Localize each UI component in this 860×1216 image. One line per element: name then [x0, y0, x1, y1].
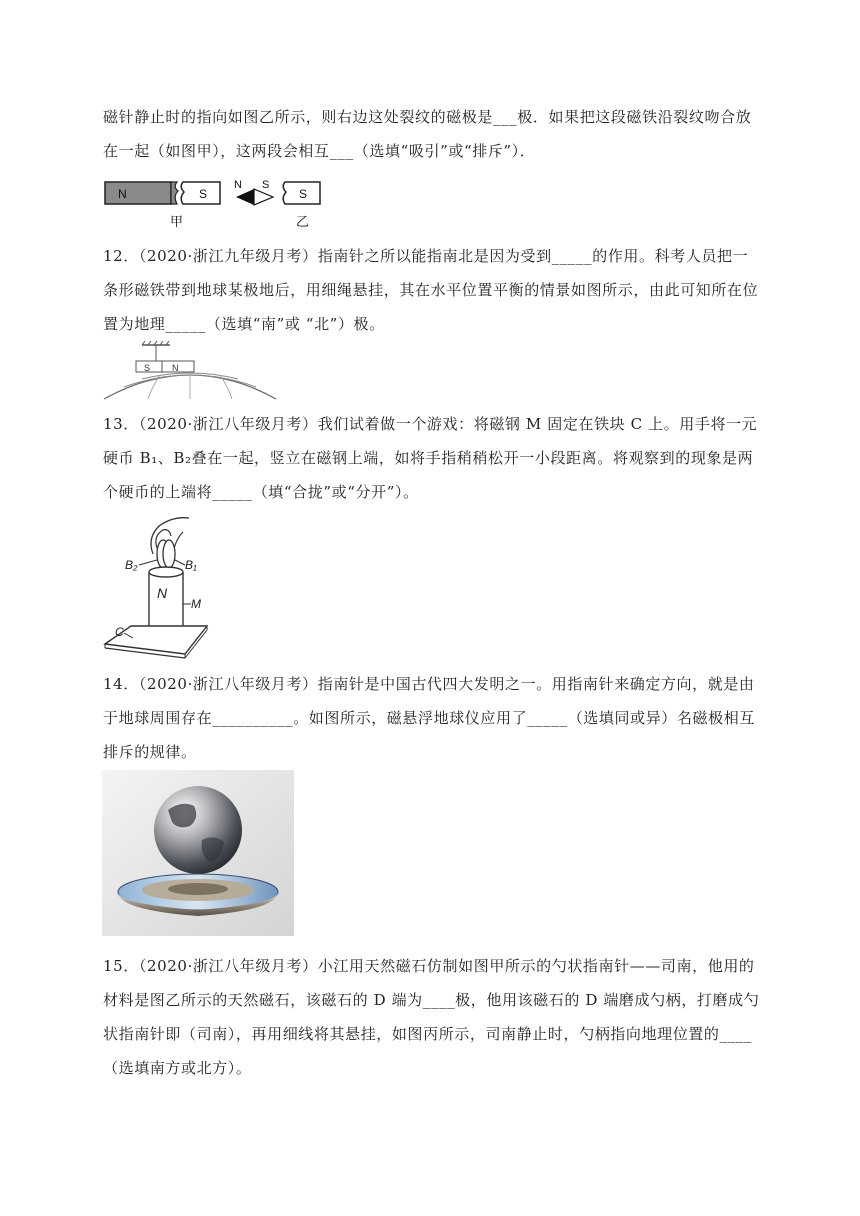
coin-b1	[163, 540, 175, 568]
needle-n-label: N	[234, 179, 242, 191]
compass-needle-light	[254, 189, 273, 205]
label-n: N	[118, 187, 127, 201]
figure-q12-suspended-magnet	[102, 341, 278, 403]
figure-q14-maglev-globe	[102, 770, 294, 936]
question-12-text: 12．（2020·浙江九年级月考）指南针之所以能指南北是因为受到_____的作用。科考人员把一条形磁铁带到地球某极地后，用细绳悬挂，其在水平位置平衡的情景如图所示，由此可知所在位置为地理_____（选填“南”或 “北”）极。	[103, 247, 759, 333]
magnet-n-half	[105, 182, 171, 204]
label-s: S	[199, 187, 208, 201]
question-14-text: 14．（2020·浙江八年级月考）指南针是中国古代四大发明之一。用指南针来确定方向，就是由于地球周围存在__________。如图所示，磁悬浮地球仪应用了_____（选填同或异）名磁极相互排斥的规律。	[103, 675, 755, 761]
label-b2: B₂	[125, 558, 138, 572]
question-11-text: 磁针静止时的指向如图乙所示，则右边这处裂纹的磁极是___极．如果把这段磁铁沿裂纹吻合放在一起（如图甲），这两段会相互___（选填“吸引”或“排斥”）．	[103, 108, 752, 160]
magnet-label-s: S	[144, 363, 151, 373]
label-s-yi: S	[299, 187, 308, 201]
compass-needle-dark	[236, 189, 254, 205]
label-n-pole: N	[157, 585, 168, 601]
needle-s-label: S	[262, 179, 270, 191]
figure-q11-magnets	[104, 174, 344, 230]
label-jia: 甲	[170, 214, 184, 229]
magnet-label-n: N	[172, 363, 179, 373]
question-15-text: 15．（2020·浙江八年级月考）小江用天然磁石仿制如图甲所示的勺状指南针——司南，他用的材料是图乙所示的天然磁石，该磁石的 D 端为____极，他用该磁石的 D 端磨成勺柄，打磨成勺状指南针即（司南），再用细线将其悬挂，如图丙所示，司南静止时，勺柄指向地理位置的____（选填南方或北方）。	[103, 957, 760, 1077]
label-m: M	[191, 597, 201, 611]
label-yi: 乙	[296, 214, 310, 229]
globe	[154, 786, 242, 874]
question-13-text: 13．（2020·浙江八年级月考）我们试着做一个游戏：将磁钢 M 固定在铁块 C 上。用手将一元硬币 B₁、B₂叠在一起，竖立在磁钢上端，如将手指稍稍松开一小段距离。将观察到的现象是两个硬币的上端将_____（填“合拢”或“分开”）。	[103, 415, 758, 501]
figure-q13-magnet-coins	[103, 514, 211, 662]
label-c: C	[115, 625, 124, 639]
label-b1: B₁	[185, 558, 197, 572]
